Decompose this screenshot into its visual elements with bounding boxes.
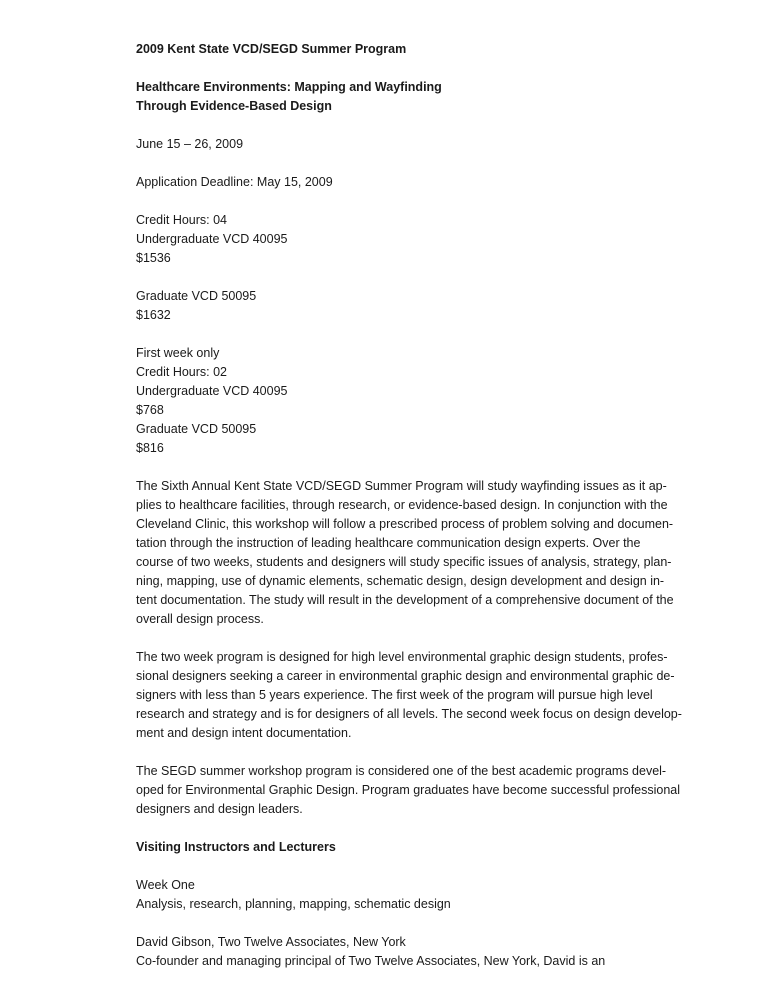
- paragraph-line: overall design process.: [136, 612, 264, 626]
- credit-line: $1536: [136, 251, 171, 265]
- paragraph-line: The Sixth Annual Kent State VCD/SEGD Summer Program will study wayfinding issues as it ap-: [136, 479, 667, 493]
- application-deadline: Application Deadline: May 15, 2009: [136, 175, 333, 189]
- graduate-line: Graduate VCD 50095: [136, 289, 257, 303]
- first-week-block: [136, 344, 681, 458]
- credit-hours-block: [136, 211, 681, 268]
- paragraph-line: oped for Environmental Graphic Design. Program graduates have become successful professional: [136, 783, 681, 797]
- program-description-paragraph: [136, 477, 681, 629]
- first-week-line: $768: [136, 403, 164, 417]
- instructor-gibson-block: [136, 933, 681, 971]
- week-one-block: [136, 876, 681, 914]
- first-week-line: Graduate VCD 50095: [136, 422, 257, 436]
- credit-line: Credit Hours: 04: [136, 213, 228, 227]
- first-week-line: $816: [136, 441, 164, 455]
- instructor-line: Co-founder and managing principal of Two Twelve Associates, New York, David is an: [136, 954, 606, 968]
- audience-paragraph: [136, 648, 681, 743]
- program-dates: June 15 – 26, 2009: [136, 137, 244, 151]
- credit-line: Undergraduate VCD 40095: [136, 232, 288, 246]
- subtitle-line: Through Evidence-Based Design: [136, 99, 332, 113]
- paragraph-line: research and strategy and is for designers of all levels. The second week focus on design develop-: [136, 707, 682, 721]
- paragraph-line: sional designers seeking a career in environmental graphic design and environmental graphic de-: [136, 669, 675, 683]
- paragraph-line: ning, mapping, use of dynamic elements, schematic design, design development and design in-: [136, 574, 665, 588]
- paragraph-line: designers and design leaders.: [136, 802, 303, 816]
- first-week-line: Credit Hours: 02: [136, 365, 228, 379]
- document-title-block: [136, 40, 681, 59]
- paragraph-line: plies to healthcare facilities, through research, or evidence-based design. In conjunction with the: [136, 498, 668, 512]
- week-one-line: Week One: [136, 878, 195, 892]
- first-week-line: Undergraduate VCD 40095: [136, 384, 288, 398]
- graduate-line: $1632: [136, 308, 171, 322]
- subtitle-line: Healthcare Environments: Mapping and Wayfinding: [136, 80, 442, 94]
- paragraph-line: Cleveland Clinic, this workshop will follow a prescribed process of problem solving and documen-: [136, 517, 674, 531]
- application-deadline-block: [136, 173, 681, 192]
- instructors-heading: Visiting Instructors and Lecturers: [136, 840, 336, 854]
- first-week-line: First week only: [136, 346, 220, 360]
- document-page: [136, 40, 681, 990]
- document-title: 2009 Kent State VCD/SEGD Summer Program: [136, 42, 407, 56]
- reputation-paragraph: [136, 762, 681, 819]
- program-dates-block: [136, 135, 681, 154]
- instructor-line: David Gibson, Two Twelve Associates, New York: [136, 935, 406, 949]
- document-subtitle-block: [136, 78, 681, 116]
- instructors-heading-block: [136, 838, 681, 857]
- week-one-line: Analysis, research, planning, mapping, schematic design: [136, 897, 451, 911]
- paragraph-line: course of two weeks, students and designers will study specific issues of analysis, strategy, plan-: [136, 555, 672, 569]
- paragraph-line: tent documentation. The study will result in the development of a comprehensive document of the: [136, 593, 674, 607]
- paragraph-line: tation through the instruction of leading healthcare communication design experts. Over the: [136, 536, 641, 550]
- paragraph-line: signers with less than 5 years experience. The first week of the program will pursue high level: [136, 688, 653, 702]
- paragraph-line: The SEGD summer workshop program is considered one of the best academic programs devel-: [136, 764, 667, 778]
- graduate-block: [136, 287, 681, 325]
- paragraph-line: The two week program is designed for high level environmental graphic design students, profes-: [136, 650, 668, 664]
- paragraph-line: ment and design intent documentation.: [136, 726, 352, 740]
